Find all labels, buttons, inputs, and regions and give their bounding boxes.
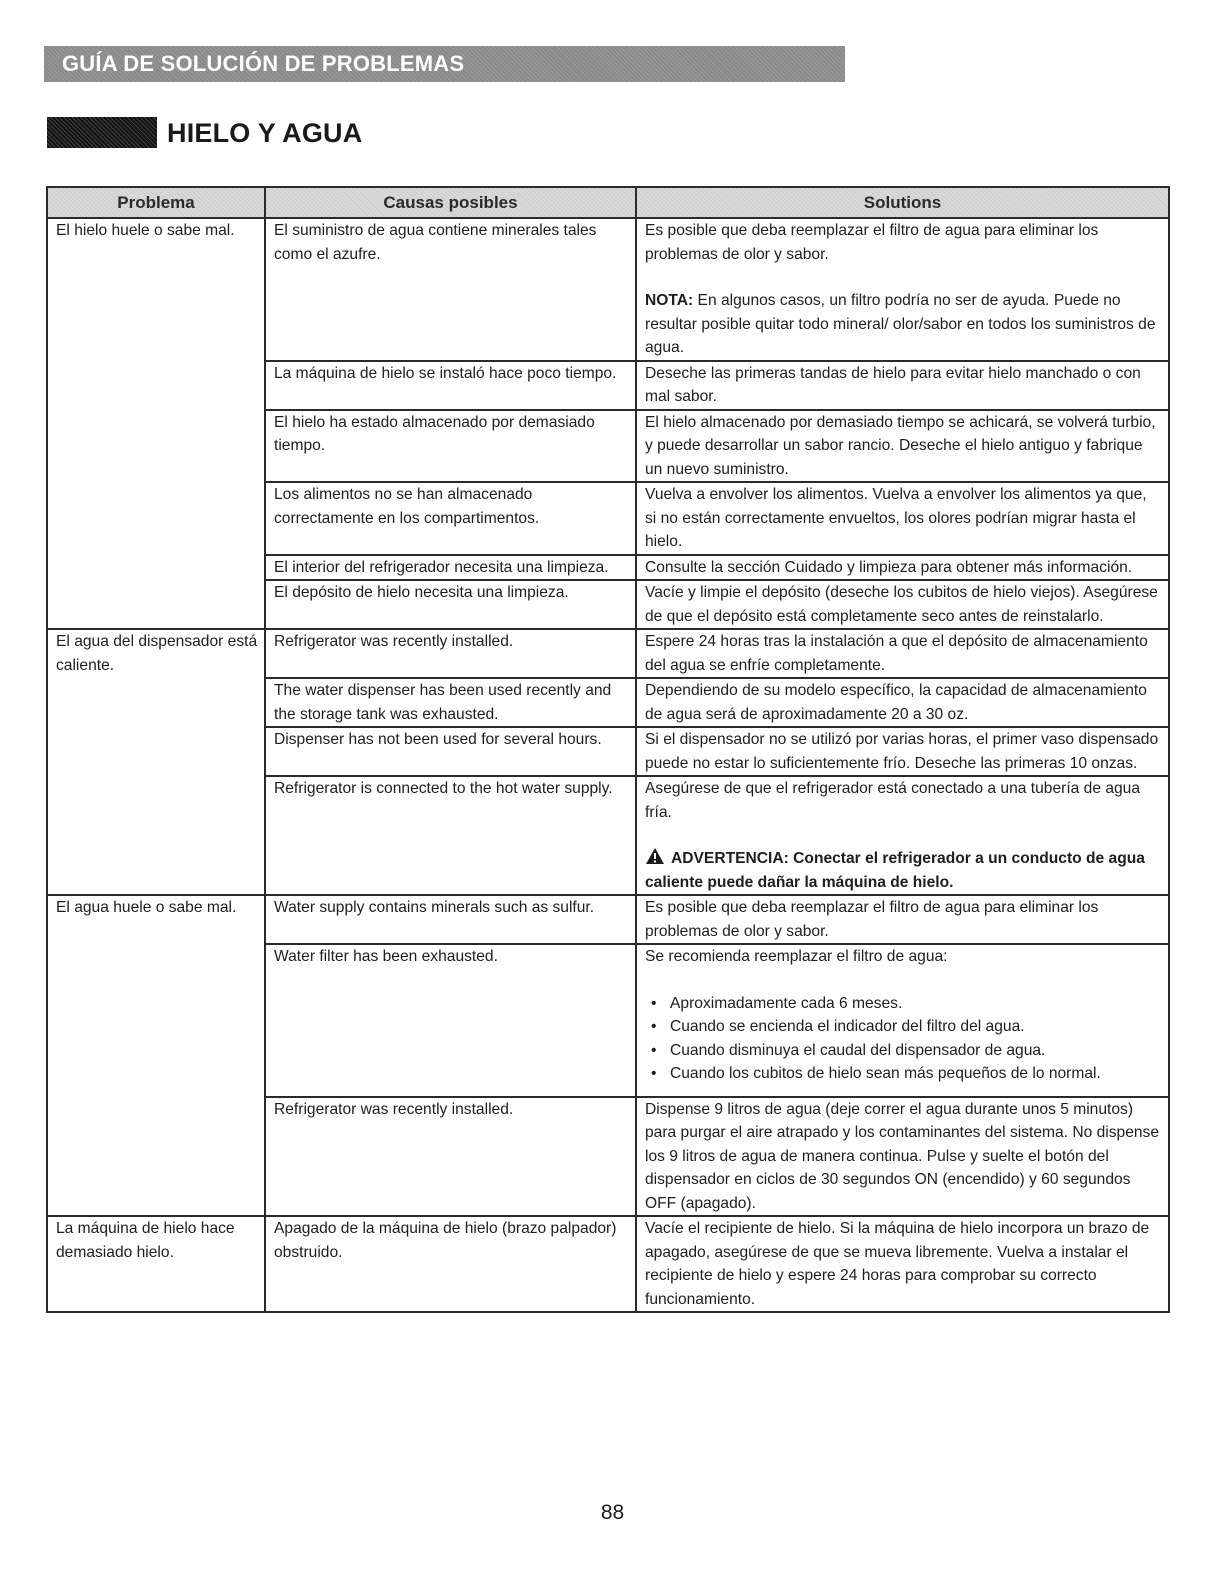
warning-text: ADVERTENCIA: Conectar el refrigerador a un conducto de agua caliente puede dañar la máquina de hielo. xyxy=(645,850,1145,891)
cause-cell: Water filter has been exhausted. xyxy=(265,944,636,1097)
solution-cell: Deseche las primeras tandas de hielo para evitar hielo manchado o con mal sabor. xyxy=(636,361,1169,410)
solution-cell: Vacíe el recipiente de hielo. Si la máquina de hielo incorpora un brazo de apagado, asegúrese de que se mueva libremente. Vuelva a instalar el recipiente de hielo y espere 24 horas para comprobar su correcto funcionamiento. xyxy=(636,1216,1169,1312)
header-causes: Causas posibles xyxy=(265,187,636,218)
solution-cell xyxy=(636,776,1169,895)
note-label: NOTA: xyxy=(645,292,694,309)
cause-cell: Water supply contains minerals such as sulfur. xyxy=(265,895,636,944)
list-item: • Aproximadamente cada 6 meses. xyxy=(645,992,1162,1016)
solution-cell: Es posible que deba reemplazar el filtro de agua para eliminar los problemas de olor y sabor. xyxy=(636,895,1169,944)
warning-notice xyxy=(645,847,1162,894)
cause-cell: El depósito de hielo necesita una limpieza. xyxy=(265,580,636,629)
problem-cell: La máquina de hielo hace demasiado hielo. xyxy=(47,1216,265,1312)
note-body: En algunos casos, un filtro podría no ser de ayuda. Puede no resultar posible quitar todo mineral/ olor/sabor en todos los suministros de agua. xyxy=(645,292,1156,356)
solution-cell xyxy=(636,944,1169,1097)
cause-cell: El hielo ha estado almacenado por demasiado tiempo. xyxy=(265,410,636,483)
solution-text: Es posible que deba reemplazar el filtro de agua para eliminar los problemas de olor y sabor. xyxy=(645,222,1099,263)
list-item: • Cuando se encienda el indicador del filtro del agua. xyxy=(645,1015,1162,1039)
section-banner: GUÍA DE SOLUCIÓN DE PROBLEMAS xyxy=(44,46,845,82)
cause-cell: La máquina de hielo se instaló hace poco tiempo. xyxy=(265,361,636,410)
cause-cell: Los alimentos no se han almacenado correctamente en los compartimentos. xyxy=(265,482,636,555)
cause-cell: Dispenser has not been used for several hours. xyxy=(265,727,636,776)
cause-cell: Refrigerator was recently installed. xyxy=(265,629,636,678)
table-row xyxy=(47,629,1169,678)
problem-cell: El hielo huele o sabe mal. xyxy=(47,218,265,629)
solution-cell xyxy=(636,218,1169,361)
list-item: • Cuando los cubitos de hielo sean más pequeños de lo normal. xyxy=(645,1062,1162,1086)
solution-text: Asegúrese de que el refrigerador está conectado a una tubería de agua fría. xyxy=(645,780,1141,821)
header-solutions: Solutions xyxy=(636,187,1169,218)
header-problem: Problema xyxy=(47,187,265,218)
warning-icon xyxy=(645,847,665,865)
cause-cell: Refrigerator is connected to the hot water supply. xyxy=(265,776,636,895)
solution-cell: El hielo almacenado por demasiado tiempo se achicará, se volverá turbio, y puede desarrollar un sabor rancio. Deseche el hielo antiguo y fabrique un nuevo suministro. xyxy=(636,410,1169,483)
solution-cell: Espere 24 horas tras la instalación a que el depósito de almacenamiento del agua se enfríe completamente. xyxy=(636,629,1169,678)
table-row xyxy=(47,1216,1169,1312)
page-number: 88 xyxy=(600,1501,625,1524)
bullet-list xyxy=(645,992,1162,1086)
list-item: • Cuando disminuya el caudal del dispensador de agua. xyxy=(645,1039,1162,1063)
note-text xyxy=(645,289,1162,360)
table-row xyxy=(47,895,1169,944)
table-row xyxy=(47,218,1169,361)
solution-cell: Vuelva a envolver los alimentos. Vuelva a envolver los alimentos ya que, si no están correctamente envueltos, los olores podrían migrar hasta el hielo. xyxy=(636,482,1169,555)
troubleshooting-table xyxy=(46,186,1170,1313)
solution-cell: Dependiendo de su modelo específico, la capacidad de almacenamiento de agua será de aproximadamente 20 a 30 oz. xyxy=(636,678,1169,727)
cause-cell: El interior del refrigerador necesita una limpieza. xyxy=(265,555,636,581)
cause-cell: The water dispenser has been used recently and the storage tank was exhausted. xyxy=(265,678,636,727)
cause-cell: El suministro de agua contiene minerales tales como el azufre. xyxy=(265,218,636,361)
cause-cell: Apagado de la máquina de hielo (brazo palpador) obstruido. xyxy=(265,1216,636,1312)
section-marker-block xyxy=(47,117,157,148)
solution-cell: Dispense 9 litros de agua (deje correr el agua durante unos 5 minutos) para purgar el aire atrapado y los contaminantes del sistema. No dispense los 9 litros de agua de manera continua. Pulse y suelte el botón del dispensador en ciclos de 30 segundos ON (encendido) y 60 segundos OFF (apagado). xyxy=(636,1097,1169,1217)
table-header-row xyxy=(47,187,1169,218)
problem-cell: El agua del dispensador está caliente. xyxy=(47,629,265,895)
solution-cell: Si el dispensador no se utilizó por varias horas, el primer vaso dispensado puede no estar lo suficientemente frío. Deseche las primeras 10 onzas. xyxy=(636,727,1169,776)
solution-cell: Consulte la sección Cuidado y limpieza para obtener más información. xyxy=(636,555,1169,581)
section-title: HIELO Y AGUA xyxy=(167,118,363,148)
solution-cell: Vacíe y limpie el depósito (deseche los cubitos de hielo viejos). Asegúrese de que el depósito está completamente seco antes de reinstalarlo. xyxy=(636,580,1169,629)
solution-text: Se recomienda reemplazar el filtro de agua: xyxy=(645,948,948,965)
problem-cell: El agua huele o sabe mal. xyxy=(47,895,265,1216)
cause-cell: Refrigerator was recently installed. xyxy=(265,1097,636,1217)
